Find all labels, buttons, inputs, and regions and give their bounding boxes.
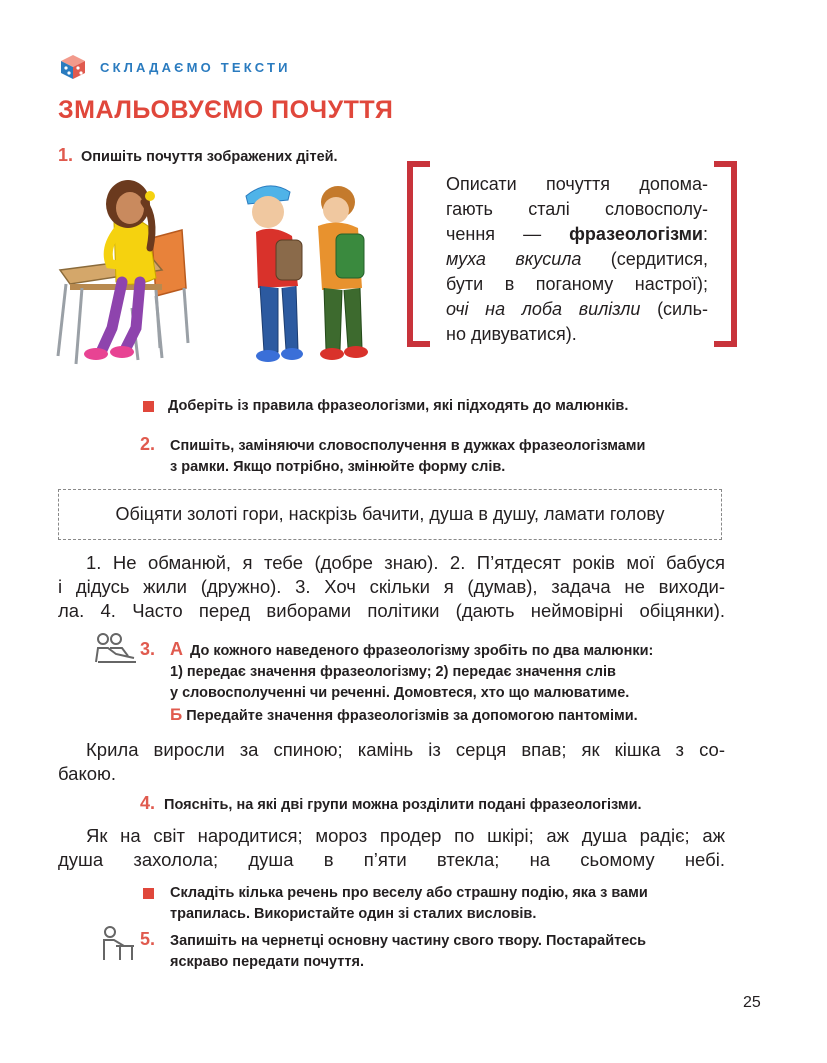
- task-1-number: 1.: [58, 145, 74, 165]
- rule-line: бути в поганому настрої);: [446, 274, 708, 294]
- phrases-frame: [58, 489, 722, 540]
- paragraph-line: Як на світ народитися; мороз продер по шкірі; аж душа радіє; аж: [86, 825, 725, 846]
- rule-line: чення — фразеологізми:: [446, 224, 708, 244]
- page-number: 25: [743, 994, 761, 1011]
- task-4-number: 4.: [140, 793, 156, 813]
- task-3-line: у словосполученні чи реченні. Домовтеся, хто що малюватиме.: [170, 685, 630, 701]
- section-label-text: СКЛАДАЄМО ТЕКСТИ: [100, 59, 291, 75]
- paragraph-line: душа захолола; душа в п’яти втекла; на сьомому небі.: [58, 849, 725, 870]
- task-3-line: До кожного наведеного фразеологізму зробіть по два малюнки:: [190, 643, 654, 659]
- writing-at-desk-icon: [98, 926, 136, 962]
- girl-at-desk-illustration: [52, 178, 202, 368]
- rule-example: муха вкусила: [446, 249, 582, 269]
- bullet-square-icon: [143, 401, 154, 412]
- rule-line: Описати почуття допома-: [446, 174, 708, 194]
- task-3-letter-a: А: [170, 639, 183, 659]
- phrases-text: Обіцяти золоті гори, наскрізь бачити, душа в душу, ламати голову: [115, 504, 665, 524]
- exercise-3-text: [58, 738, 725, 786]
- task-2-number: 2.: [140, 434, 156, 454]
- rule-line: гають сталі словосполу-: [446, 199, 708, 219]
- bullet-square-icon: [143, 888, 154, 899]
- rule-example: очі на лоба вилізли: [446, 299, 641, 319]
- subtask-4-line: трапилась. Використайте один зі сталих висловів.: [170, 906, 537, 922]
- subtask-1: [143, 396, 628, 417]
- paragraph-line: бакою.: [58, 763, 117, 784]
- rule-text: [446, 172, 708, 347]
- task-3-line: 1) передає значення фразеологізму; 2) передає значення слів: [170, 664, 616, 680]
- exercise-2-text: [58, 551, 725, 623]
- task-2-line: з рамки. Якщо потрібно, змінюйте форму слів.: [170, 459, 506, 475]
- subtask-4: [143, 883, 743, 925]
- exercise-4-text: [58, 824, 725, 872]
- rule-line: очі на лоба вилізли (силь-: [446, 299, 708, 319]
- task-5-line: Запишіть на чернетці основну частину свого твору. Постарайтесь: [170, 933, 647, 949]
- subtask-1-text: Доберіть із правила фразеологізми, які підходять до малюнків.: [168, 398, 629, 414]
- rule-line: но дивуватися).: [446, 324, 577, 344]
- paragraph-line: і дідусь жили (дружно). 3. Хоч скільки я (думав), задача не виходи-: [58, 576, 725, 597]
- task-4: [140, 793, 642, 816]
- task-3-line-b: Б Передайте значення фразеологізмів за допомогою пантоміми.: [170, 705, 638, 724]
- rule-line: муха вкусила (сердитися,: [446, 249, 708, 269]
- paragraph-line: ла. 4. Часто перед виборами політики (дають неймовірні обіцянки).: [58, 600, 725, 621]
- rule-term: фразеологізми: [569, 224, 703, 244]
- group-work-icon: [94, 632, 138, 668]
- task-5-line: яскраво передати почуття.: [170, 954, 364, 970]
- rule-box: [406, 160, 738, 348]
- task-3-number: 3.: [140, 639, 156, 659]
- two-boys-illustration: [238, 182, 378, 368]
- task-5-number: 5.: [140, 929, 156, 949]
- task-5: [140, 931, 740, 973]
- task-1: [58, 145, 338, 168]
- task-3-letter-b: Б: [170, 705, 183, 724]
- paragraph-line: 1. Не обманюй, я тебе (добре знаю). 2. П’ятдесят років мої бабуся: [86, 552, 725, 573]
- section-label: [60, 54, 291, 80]
- page-title: ЗМАЛЬОВУЄМО ПОЧУТТЯ: [58, 96, 394, 124]
- subtask-4-line: Складіть кілька речень про веселу або страшну подію, яка з вами: [170, 885, 648, 901]
- task-2-line: Спишіть, заміняючи словосполучення в дужках фразеологізмами: [170, 438, 646, 454]
- task-3: [140, 641, 740, 727]
- cube-icon: [60, 54, 86, 80]
- paragraph-line: Крила виросли за спиною; камінь із серця впав; як кішка з со-: [86, 739, 725, 760]
- task-4-text: Поясніть, на які дві групи можна розділити подані фразеологізми.: [164, 797, 642, 813]
- task-2: [140, 436, 740, 478]
- task-1-text: Опишіть почуття зображених дітей.: [81, 149, 338, 165]
